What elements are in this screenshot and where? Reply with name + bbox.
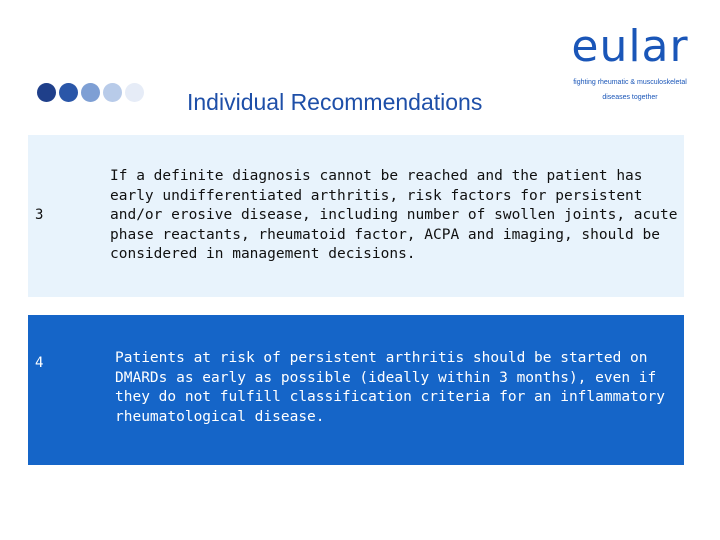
logo-tagline-line1: fighting rheumatic & musculoskeletal	[573, 79, 687, 86]
recommendation-number: 4	[35, 355, 44, 371]
dot-icon	[103, 83, 122, 102]
recommendation-text: If a definite diagnosis cannot be reached and the patient has early undifferentiated arthritis, risk factors for persistent and/or erosive disease, including number of swollen joints, acute phase reactants, rheumatoid factor, ACPA and imaging, should be considered in management decisions.	[110, 168, 678, 262]
dot-icon	[81, 83, 100, 102]
logo-wordmark: eular	[571, 21, 689, 72]
logo-tagline-line2: diseases together	[602, 94, 658, 101]
decorative-dots	[37, 83, 144, 102]
recommendation-row-4	[28, 315, 684, 465]
recommendation-row-3	[28, 135, 684, 297]
dot-icon	[37, 83, 56, 102]
recommendation-text: Patients at risk of persistent arthritis should be started on DMARDs as early as possible (ideally within 3 months), even if they do not fulfill classification criteria for an inflammatory rheumatological disease.	[115, 350, 665, 425]
dot-icon	[125, 83, 144, 102]
eular-logo	[560, 22, 700, 102]
recommendation-number: 3	[35, 207, 44, 223]
dot-icon	[59, 83, 78, 102]
page-title: Individual Recommendations	[187, 89, 483, 115]
